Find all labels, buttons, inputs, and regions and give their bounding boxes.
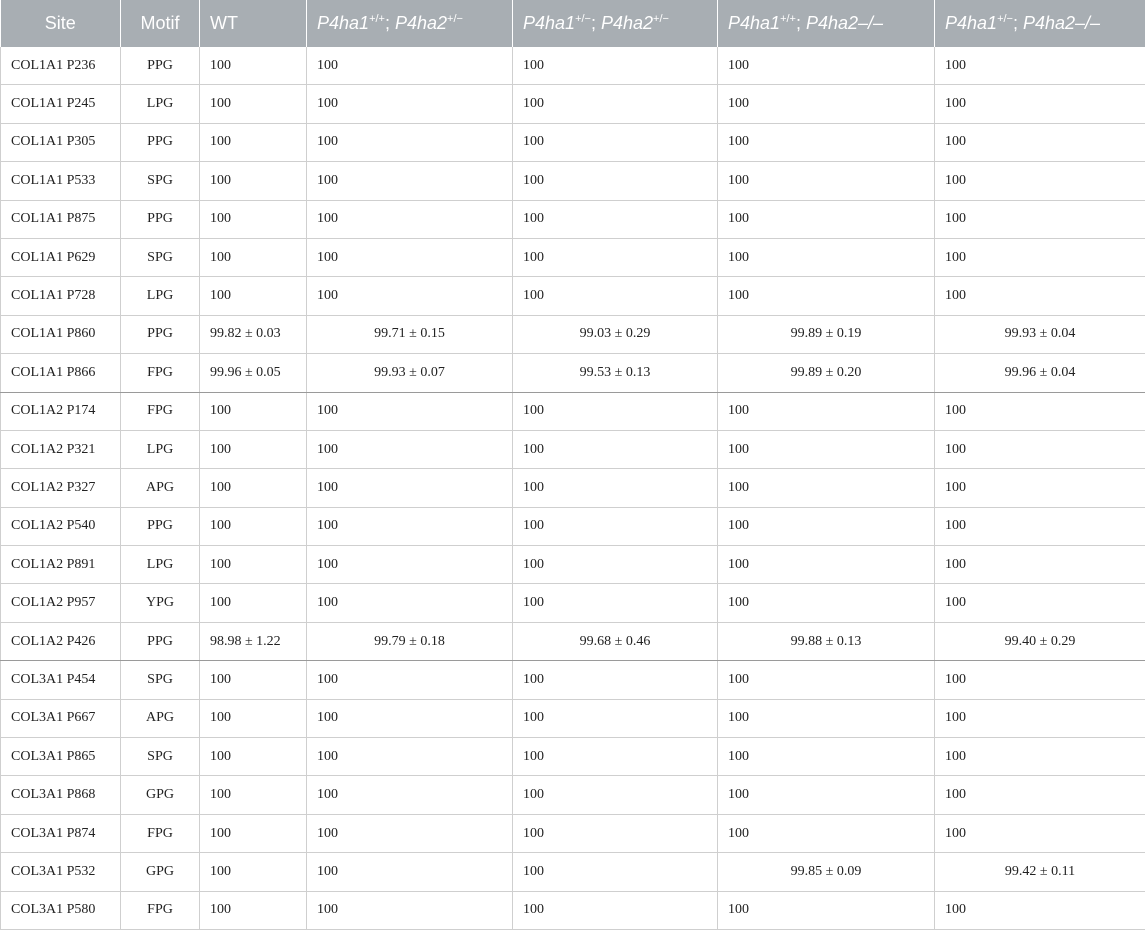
cell-genotype-3: 100	[718, 776, 935, 814]
cell-motif: LPG	[121, 277, 200, 315]
table-row	[1, 85, 1145, 123]
cell-wt: 100	[200, 584, 307, 622]
cell-genotype-4: 100	[935, 85, 1145, 123]
cell-wt: 100	[200, 738, 307, 776]
cell-genotype-4: 100	[935, 776, 1145, 814]
table-row	[1, 277, 1145, 315]
cell-genotype-1: 100	[307, 546, 513, 584]
cell-wt: 100	[200, 469, 307, 507]
cell-wt: 98.98 ± 1.22	[200, 622, 307, 660]
cell-motif: FPG	[121, 354, 200, 392]
cell-genotype-3: 100	[718, 430, 935, 468]
cell-genotype-2: 100	[513, 891, 718, 929]
cell-motif: PPG	[121, 507, 200, 545]
cell-genotype-4: 100	[935, 200, 1145, 238]
cell-genotype-4: 100	[935, 392, 1145, 430]
cell-motif: PPG	[121, 315, 200, 353]
cell-wt: 100	[200, 277, 307, 315]
cell-site: COL1A2 P174	[1, 392, 121, 430]
cell-wt: 100	[200, 661, 307, 699]
cell-site: COL1A2 P891	[1, 546, 121, 584]
cell-motif: LPG	[121, 430, 200, 468]
cell-genotype-1: 100	[307, 584, 513, 622]
cell-genotype-2: 100	[513, 277, 718, 315]
cell-genotype-3: 100	[718, 584, 935, 622]
cell-site: COL1A1 P305	[1, 123, 121, 161]
cell-genotype-4: 99.93 ± 0.04	[935, 315, 1145, 353]
table-row	[1, 738, 1145, 776]
cell-genotype-3: 99.89 ± 0.19	[718, 315, 935, 353]
cell-genotype-3: 100	[718, 469, 935, 507]
cell-genotype-2: 100	[513, 238, 718, 276]
table-row	[1, 238, 1145, 276]
cell-wt: 100	[200, 891, 307, 929]
cell-genotype-2: 100	[513, 584, 718, 622]
table-row	[1, 814, 1145, 852]
cell-wt: 100	[200, 546, 307, 584]
cell-motif: FPG	[121, 814, 200, 852]
cell-genotype-4: 100	[935, 430, 1145, 468]
cell-site: COL1A2 P426	[1, 622, 121, 660]
cell-site: COL3A1 P580	[1, 891, 121, 929]
table-row	[1, 853, 1145, 891]
cell-genotype-4: 100	[935, 469, 1145, 507]
cell-site: COL3A1 P874	[1, 814, 121, 852]
cell-genotype-2: 100	[513, 469, 718, 507]
cell-motif: SPG	[121, 661, 200, 699]
cell-site: COL1A2 P957	[1, 584, 121, 622]
cell-wt: 99.82 ± 0.03	[200, 315, 307, 353]
cell-genotype-1: 100	[307, 507, 513, 545]
cell-genotype-1: 100	[307, 891, 513, 929]
cell-genotype-3: 100	[718, 238, 935, 276]
cell-genotype-2: 100	[513, 853, 718, 891]
cell-site: COL1A2 P327	[1, 469, 121, 507]
cell-genotype-4: 100	[935, 277, 1145, 315]
cell-genotype-2: 100	[513, 738, 718, 776]
cell-motif: LPG	[121, 546, 200, 584]
cell-genotype-3: 100	[718, 507, 935, 545]
cell-genotype-3: 100	[718, 47, 935, 85]
cell-wt: 100	[200, 85, 307, 123]
cell-genotype-3: 99.89 ± 0.20	[718, 354, 935, 392]
cell-wt: 100	[200, 507, 307, 545]
cell-motif: GPG	[121, 853, 200, 891]
table-row	[1, 430, 1145, 468]
cell-genotype-3: 100	[718, 738, 935, 776]
cell-wt: 100	[200, 853, 307, 891]
cell-motif: APG	[121, 469, 200, 507]
cell-site: COL1A2 P321	[1, 430, 121, 468]
cell-wt: 100	[200, 47, 307, 85]
cell-genotype-1: 100	[307, 776, 513, 814]
cell-motif: SPG	[121, 162, 200, 200]
cell-genotype-2: 100	[513, 430, 718, 468]
col-header-wt: WT	[200, 0, 307, 47]
cell-genotype-2: 100	[513, 776, 718, 814]
cell-genotype-4: 100	[935, 546, 1145, 584]
cell-genotype-1: 100	[307, 853, 513, 891]
cell-genotype-3: 100	[718, 661, 935, 699]
cell-motif: PPG	[121, 622, 200, 660]
cell-genotype-1: 100	[307, 277, 513, 315]
cell-motif: SPG	[121, 238, 200, 276]
cell-genotype-2: 100	[513, 814, 718, 852]
table-row	[1, 661, 1145, 699]
table-row	[1, 891, 1145, 929]
table-row	[1, 200, 1145, 238]
cell-genotype-4: 100	[935, 123, 1145, 161]
cell-genotype-4: 100	[935, 814, 1145, 852]
cell-genotype-1: 100	[307, 699, 513, 737]
cell-site: COL1A1 P866	[1, 354, 121, 392]
cell-genotype-3: 100	[718, 814, 935, 852]
cell-genotype-2: 100	[513, 661, 718, 699]
cell-genotype-3: 100	[718, 891, 935, 929]
cell-genotype-2: 100	[513, 507, 718, 545]
cell-genotype-1: 100	[307, 430, 513, 468]
cell-site: COL3A1 P532	[1, 853, 121, 891]
cell-genotype-3: 100	[718, 200, 935, 238]
cell-genotype-1: 100	[307, 814, 513, 852]
cell-genotype-4: 100	[935, 47, 1145, 85]
cell-wt: 100	[200, 392, 307, 430]
table-row	[1, 315, 1145, 353]
cell-wt: 99.96 ± 0.05	[200, 354, 307, 392]
cell-wt: 100	[200, 699, 307, 737]
cell-motif: GPG	[121, 776, 200, 814]
table-row	[1, 507, 1145, 545]
cell-genotype-3: 99.85 ± 0.09	[718, 853, 935, 891]
table-row	[1, 392, 1145, 430]
table-row	[1, 469, 1145, 507]
cell-genotype-1: 100	[307, 85, 513, 123]
cell-genotype-4: 100	[935, 584, 1145, 622]
col-header-genotype-4: P4ha1+/−; P4ha2–/–	[935, 0, 1145, 47]
col-header-motif: Motif	[121, 0, 200, 47]
cell-genotype-4: 100	[935, 699, 1145, 737]
cell-genotype-1: 99.71 ± 0.15	[307, 315, 513, 353]
cell-genotype-1: 99.79 ± 0.18	[307, 622, 513, 660]
table-row	[1, 776, 1145, 814]
cell-genotype-3: 100	[718, 392, 935, 430]
table-row	[1, 546, 1145, 584]
cell-genotype-3: 100	[718, 123, 935, 161]
cell-genotype-4: 100	[935, 162, 1145, 200]
cell-site: COL1A1 P245	[1, 85, 121, 123]
cell-site: COL1A1 P236	[1, 47, 121, 85]
cell-genotype-3: 100	[718, 85, 935, 123]
cell-genotype-3: 100	[718, 699, 935, 737]
cell-genotype-1: 100	[307, 200, 513, 238]
cell-motif: FPG	[121, 392, 200, 430]
cell-genotype-2: 100	[513, 123, 718, 161]
cell-site: COL3A1 P865	[1, 738, 121, 776]
cell-motif: APG	[121, 699, 200, 737]
cell-wt: 100	[200, 162, 307, 200]
cell-genotype-4: 100	[935, 507, 1145, 545]
table-row	[1, 123, 1145, 161]
cell-genotype-1: 100	[307, 162, 513, 200]
cell-genotype-2: 100	[513, 699, 718, 737]
cell-genotype-2: 99.53 ± 0.13	[513, 354, 718, 392]
cell-wt: 100	[200, 430, 307, 468]
table-row	[1, 47, 1145, 85]
cell-wt: 100	[200, 814, 307, 852]
cell-motif: YPG	[121, 584, 200, 622]
cell-genotype-2: 99.68 ± 0.46	[513, 622, 718, 660]
table-row	[1, 162, 1145, 200]
cell-genotype-2: 100	[513, 392, 718, 430]
table-row	[1, 584, 1145, 622]
cell-motif: PPG	[121, 47, 200, 85]
col-header-site: Site	[1, 0, 121, 47]
cell-site: COL3A1 P454	[1, 661, 121, 699]
cell-genotype-1: 100	[307, 661, 513, 699]
cell-site: COL1A1 P629	[1, 238, 121, 276]
cell-wt: 100	[200, 200, 307, 238]
cell-wt: 100	[200, 776, 307, 814]
cell-genotype-2: 100	[513, 546, 718, 584]
table-row	[1, 699, 1145, 737]
cell-motif: LPG	[121, 85, 200, 123]
cell-genotype-4: 99.42 ± 0.11	[935, 853, 1145, 891]
cell-genotype-1: 100	[307, 47, 513, 85]
cell-motif: FPG	[121, 891, 200, 929]
cell-genotype-4: 100	[935, 238, 1145, 276]
cell-genotype-3: 100	[718, 162, 935, 200]
col-header-genotype-1: P4ha1+/+; P4ha2+/−	[307, 0, 513, 47]
cell-genotype-4: 99.96 ± 0.04	[935, 354, 1145, 392]
cell-genotype-4: 99.40 ± 0.29	[935, 622, 1145, 660]
cell-site: COL3A1 P667	[1, 699, 121, 737]
cell-genotype-3: 100	[718, 277, 935, 315]
col-header-genotype-2: P4ha1+/−; P4ha2+/−	[513, 0, 718, 47]
cell-genotype-3: 100	[718, 546, 935, 584]
cell-genotype-2: 100	[513, 200, 718, 238]
table-row	[1, 354, 1145, 392]
cell-genotype-1: 100	[307, 392, 513, 430]
table-body	[1, 47, 1145, 929]
cell-site: COL1A1 P875	[1, 200, 121, 238]
cell-genotype-1: 100	[307, 123, 513, 161]
cell-genotype-4: 100	[935, 891, 1145, 929]
cell-genotype-1: 100	[307, 738, 513, 776]
cell-genotype-1: 100	[307, 238, 513, 276]
cell-genotype-4: 100	[935, 661, 1145, 699]
cell-motif: SPG	[121, 738, 200, 776]
cell-genotype-1: 99.93 ± 0.07	[307, 354, 513, 392]
cell-wt: 100	[200, 238, 307, 276]
cell-site: COL1A1 P728	[1, 277, 121, 315]
cell-genotype-1: 100	[307, 469, 513, 507]
cell-site: COL1A1 P533	[1, 162, 121, 200]
cell-genotype-2: 100	[513, 162, 718, 200]
cell-genotype-3: 99.88 ± 0.13	[718, 622, 935, 660]
cell-genotype-2: 100	[513, 47, 718, 85]
cell-motif: PPG	[121, 200, 200, 238]
cell-genotype-4: 100	[935, 738, 1145, 776]
table-row	[1, 622, 1145, 660]
cell-site: COL1A2 P540	[1, 507, 121, 545]
cell-genotype-2: 99.03 ± 0.29	[513, 315, 718, 353]
cell-site: COL1A1 P860	[1, 315, 121, 353]
cell-genotype-2: 100	[513, 85, 718, 123]
cell-wt: 100	[200, 123, 307, 161]
col-header-genotype-3: P4ha1+/+; P4ha2–/–	[718, 0, 935, 47]
cell-site: COL3A1 P868	[1, 776, 121, 814]
cell-motif: PPG	[121, 123, 200, 161]
header-row	[1, 0, 1145, 47]
